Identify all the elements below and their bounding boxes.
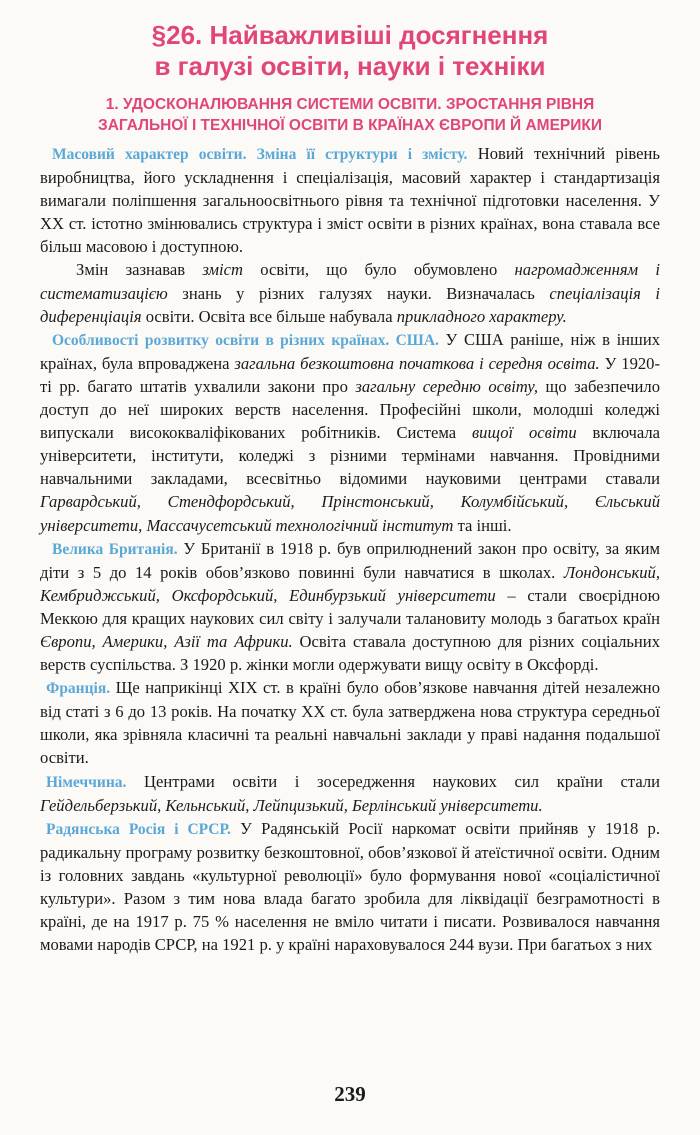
section-heading <box>40 94 660 136</box>
text-run: Ще наприкінці ХІХ ст. в країні було обов’язкове навчання дітей незалежно від статі з 6 до 13 років. На початку ХХ ст. була затверджена нова структура середньої школи, яка зрівняла класичні та реальні навчальні заклади у праві надання подальшої освіти. <box>40 678 660 768</box>
paragraph-mass-education <box>40 142 660 258</box>
italic-term: Лондонський, Кембриджський, Оксфордський, Единбурзький університети <box>40 562 660 605</box>
page-title <box>40 20 660 82</box>
italic-term: зміст <box>202 260 243 280</box>
text-run: та інші. <box>453 515 512 535</box>
section-heading-line-1: 1. УДОСКОНАЛЮВАННЯ СИСТЕМИ ОСВІТИ. ЗРОСТАННЯ РІВНЯ <box>105 96 595 113</box>
italic-term: вищої освіти <box>471 423 577 443</box>
italic-term: Європи, Америки, Азії та Африки. <box>40 631 293 651</box>
paragraph-usa <box>40 328 660 537</box>
paragraph-france <box>40 676 660 769</box>
italic-term: Гейдельберзький, Кельнський, Лейпцизький, Берлінський університети. <box>40 795 543 815</box>
title-line-2: в галузі освіти, науки і техніки <box>154 51 546 81</box>
margin-heading-usa: Особливості розвитку освіти в різних країнах. США. <box>52 331 439 349</box>
margin-heading-soviet-russia: Радянська Росія і СРСР. <box>46 820 231 838</box>
title-line-1: §26. Найважливіші досягнення <box>151 20 549 50</box>
text-run: Освіта ставала доступною для різних соціальних верств суспільства. З 1920 р. жінки могли одержувати вищу освіту в Оксфорді. <box>40 631 660 675</box>
italic-term: загальна безкоштовна початкова і середня освіта. <box>234 353 600 373</box>
italic-term: прикладного характеру. <box>396 306 567 326</box>
paragraph-text: Новий технічний рівень виробництва, його ускладнення і спеціалізація, масовий характер і стандартизація вимагали поліпшення загальноосвітнього рівня та технічної підготовки населення. У ХХ ст. істотно змінювались структура і зміст освіти в різних країнах, вона ставала все більш масовою і доступною. <box>40 144 660 257</box>
body-text <box>40 142 660 956</box>
italic-term: нагромадженням і систематизацією <box>40 260 661 303</box>
text-run: що забезпечило доступ до неї широких верств населення. Професійні школи, молодші коледжі випускали висококваліфікованих робітників. Система <box>40 376 660 443</box>
text-run: знань у різних галузях науки. Визначалась <box>167 283 550 303</box>
text-run: Змін зазнавав <box>76 260 203 280</box>
section-heading-line-2: ЗАГАЛЬНОЇ І ТЕХНІЧНОЇ ОСВІТИ В КРАЇНАХ ЄВРОПИ Й АМЕРИКИ <box>98 117 602 134</box>
text-run: У Радянській Росії наркомат освіти прийняв у 1918 р. радикальну програму розвитку безкоштовної, обов’язкової й атеїстичної освіти. Одним із головних завдань «культурної революції» було формування нової «соціалістичної культури». Разом з тим нова влада багато зробила для ліквідації безграмотності в країні, де на 1917 р. 75 % населення не вміло читати і писати. Розвивалося навчання мовами народів СРСР, на 1921 р. у країні нараховувалося 244 вузи. При багатьох з них <box>40 818 660 955</box>
paragraph-content-change <box>40 258 660 327</box>
text-run: – стали своєрідною Меккою для кращих наукових сил світу і залучали талановиту молодь з багатьох країн <box>40 585 660 628</box>
paragraph-germany <box>40 770 660 817</box>
paragraph-great-britain <box>40 537 660 677</box>
text-run: Центрами освіти і зосередження наукових сил країни стали <box>126 771 660 791</box>
margin-heading-germany: Німеччина. <box>46 773 127 791</box>
text-run: У 1920-ті рр. багато штатів ухвалили закони про <box>40 353 660 396</box>
margin-heading-mass-education: Масовий характер освіти. Зміна її структури і змісту. <box>52 146 468 163</box>
italic-term: загальну середню освіту, <box>355 376 539 396</box>
italic-term: спеціалізація і диференціація <box>40 283 660 326</box>
text-run: включала університети, інститути, коледжі з різними термінами навчання. Провідними навчальними закладами, всесвітньо відомими науковими центрами ставали <box>40 423 660 489</box>
text-run: У Британії в 1918 р. був оприлюднений закон про освіту, за яким діти з 5 до 14 років обов’язково повинні були навчатися в школах. <box>40 538 660 582</box>
paragraph-soviet-russia <box>40 817 660 957</box>
text-run: освіти, що було обумовлено <box>242 260 515 280</box>
page-number: 239 <box>334 1082 366 1106</box>
text-run: У США раніше, ніж в інших країнах, була впроваджена <box>40 329 661 373</box>
text-run: освіти. Освіта все більше набувала <box>141 306 397 326</box>
italic-term: Гарвардський, Стендфордський, Прінстонський, Колумбійський, Єльський університети, Массачусетський технологічний інститут <box>40 492 660 535</box>
margin-heading-france: Франція. <box>46 680 111 698</box>
margin-heading-great-britain: Велика Британія. <box>52 540 178 558</box>
